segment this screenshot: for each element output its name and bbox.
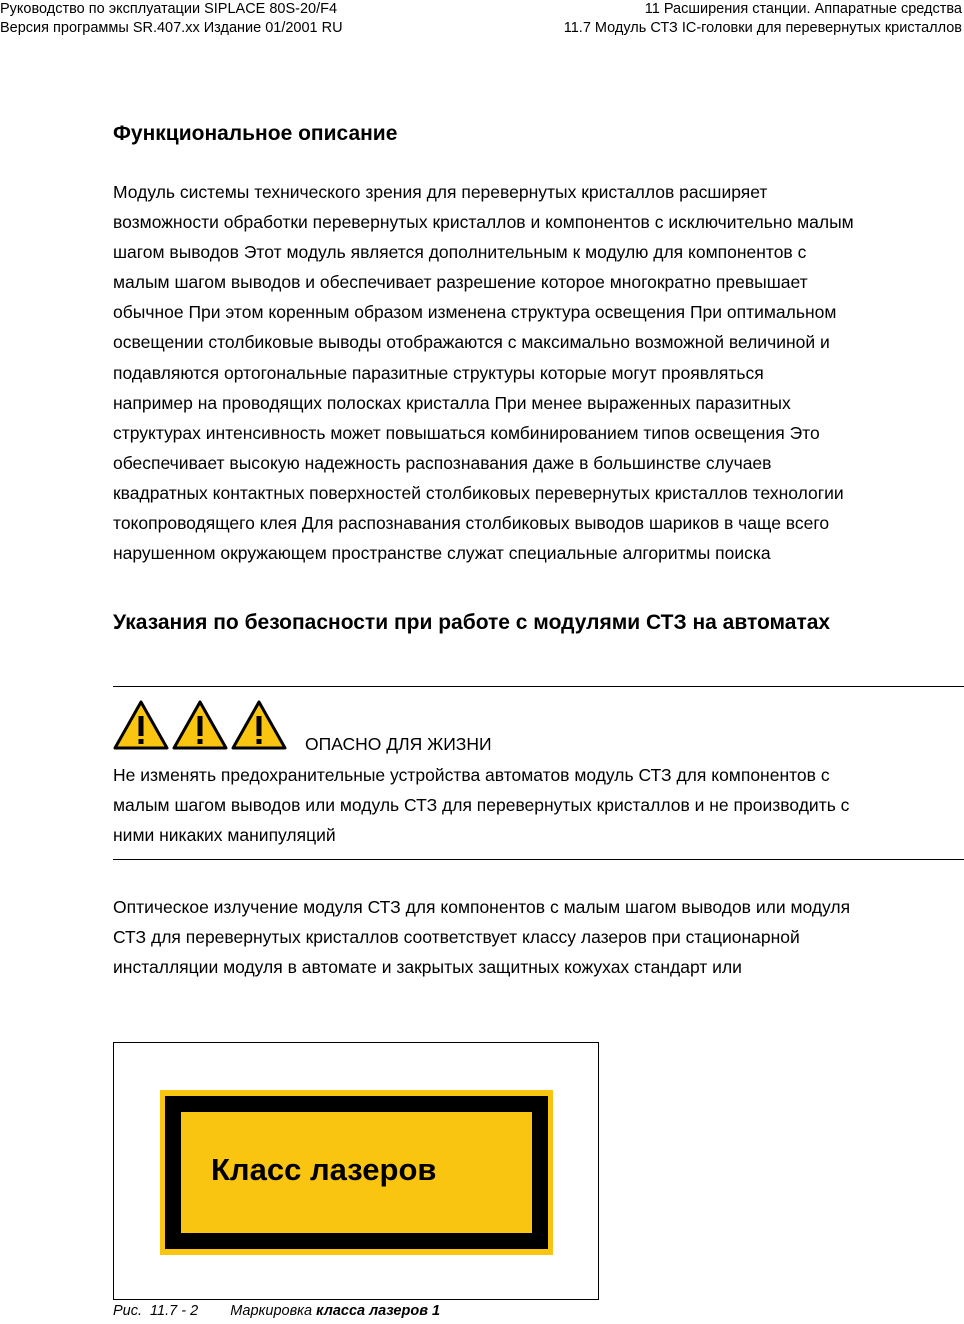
version-edition: Версия программы SR.407.xx Издание 01/2001 RU — [0, 20, 343, 36]
paragraph-line: СТЗ для перевернутых кристаллов соответствует классу лазеров при стационарной — [113, 927, 800, 948]
paragraph-line: структурах интенсивность может повышаться комбинированием типов освещения Это — [113, 422, 820, 443]
paragraph-line: возможности обработки перевернутых кристаллов и компонентов с исключительно малым — [113, 212, 854, 233]
heading-safety-instructions: Указания по безопасности при работе с модулями СТЗ на автоматах — [113, 611, 831, 634]
paragraph-line: инсталляции модуля в автомате и закрытых защитных кожухах стандарт или — [113, 957, 742, 978]
functional-description-paragraph — [113, 177, 963, 568]
warning-top-divider — [113, 686, 964, 687]
heading-functional-description: Функциональное описание — [113, 122, 398, 145]
optical-radiation-paragraph — [113, 892, 963, 982]
paragraph-line: например на проводящих полосках кристалла При менее выраженных паразитных — [113, 392, 791, 413]
chapter-title: 11 Расширения станции. Аппаратные средства — [644, 1, 962, 17]
laser-class-label-text: Класс лазеров — [211, 1152, 437, 1187]
paragraph-line: малым шагом выводов и обеспечивает разрешение которое многократно превышает — [113, 272, 808, 293]
warning-triangle-icon — [113, 700, 169, 750]
warning-title: ОПАСНО ДЛЯ ЖИЗНИ — [305, 734, 492, 754]
caption-prefix: Рис. — [113, 1303, 143, 1319]
warning-triangle-icon — [231, 700, 287, 750]
warning-bottom-divider — [113, 859, 964, 860]
warning-line: Не изменять предохранительные устройства автоматов модуль СТЗ для компонентов с — [113, 765, 830, 785]
figure-caption — [113, 1303, 440, 1319]
paragraph-line: обеспечивает высокую надежность распознавания даже в большинстве случаев — [113, 452, 772, 473]
caption-text: Маркировка — [230, 1303, 317, 1319]
paragraph-line: шагом выводов Этот модуль является дополнительным к модулю для компонентов с — [113, 242, 807, 263]
page-header-left — [0, 0, 343, 38]
paragraph-line: Оптическое излучение модуля СТЗ для компонентов с малым шагом выводов или модуля — [113, 897, 851, 917]
paragraph-line: Модуль системы технического зрения для перевернутых кристаллов расширяет — [113, 182, 768, 202]
paragraph-line: квадратных контактных поверхностей столбиковых перевернутых кристаллов технологии — [113, 482, 844, 503]
caption-number: 11.7 - 2 — [150, 1303, 199, 1319]
section-title: 11.7 Модуль СТЗ IC-головки для перевернутых кристаллов — [563, 20, 962, 36]
warning-triangle-icon — [172, 700, 228, 750]
caption-bold: класса лазеров 1 — [316, 1303, 441, 1319]
paragraph-line: освещении столбиковые выводы отображаются с максимально возможной величиной и — [113, 332, 830, 353]
label-yellow-field — [181, 1112, 532, 1233]
warning-line: малым шагом выводов или модуль СТЗ для перевернутых кристаллов и не производить с — [113, 795, 850, 816]
paragraph-line: обычное При этом коренным образом изменена структура освещения При оптимальном — [113, 302, 837, 323]
warning-text — [113, 760, 963, 850]
label-black-border — [165, 1096, 548, 1249]
paragraph-line: нарушенном окружающем пространстве служат специальные алгоритмы поиска — [113, 543, 771, 564]
paragraph-line: токопроводящего клея Для распознавания столбиковых выводов шариков в чаще всего — [113, 513, 830, 534]
manual-title: Руководство по эксплуатации SIPLACE 80S-20/F4 — [0, 1, 338, 17]
page-header-right — [564, 0, 962, 38]
warning-line: ними никаких манипуляций — [113, 825, 336, 846]
laser-class-label — [160, 1090, 553, 1255]
paragraph-line: подавляются ортогональные паразитные структуры которые могут проявляться — [113, 362, 764, 383]
